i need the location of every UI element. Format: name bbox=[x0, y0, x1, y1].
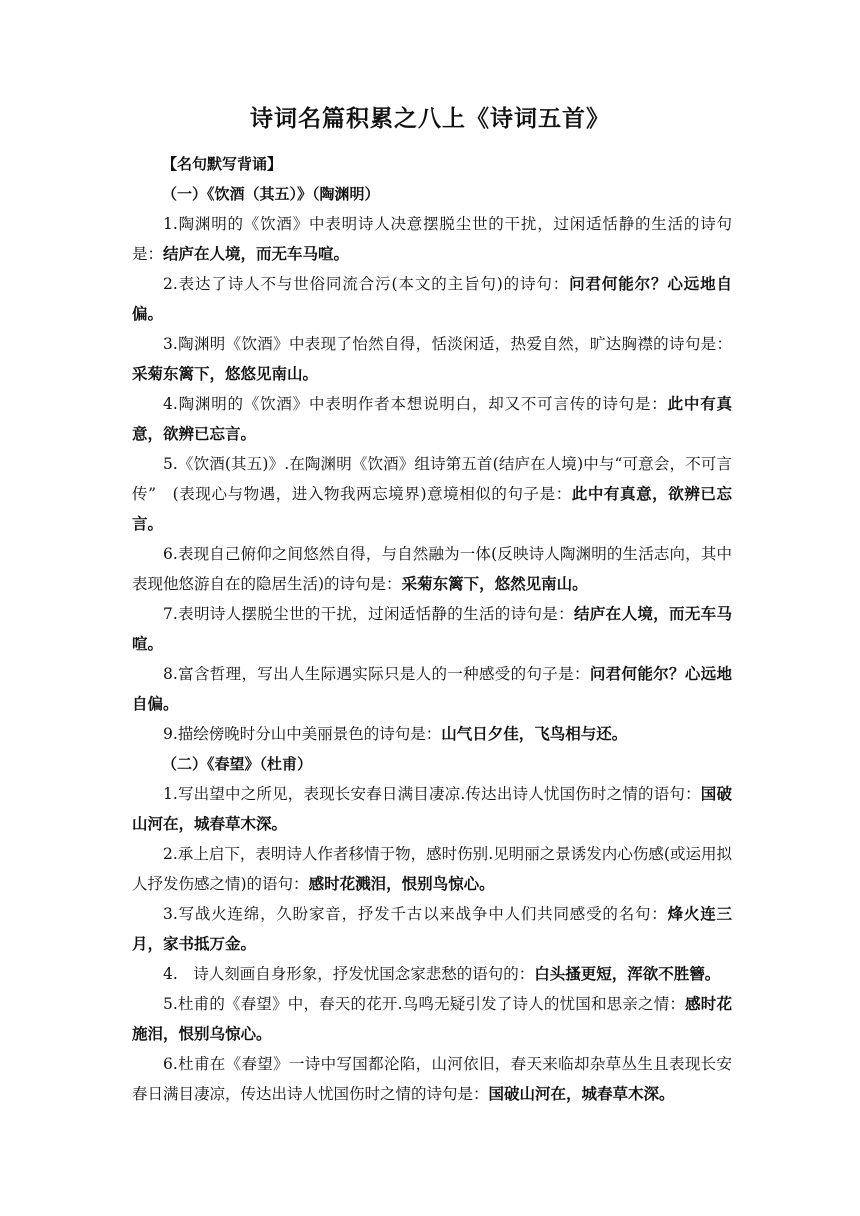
list-item bbox=[132, 449, 732, 539]
question-text: 5.杜甫的《春望》中，春天的花开.鸟鸣无疑引发了诗人的忧国和思亲之情： bbox=[163, 995, 686, 1013]
answer-text: 此中有真意，欲辨已忘言。 bbox=[132, 485, 732, 533]
question-text: 2.表达了诗人不与世俗同流合污(本文的主旨句)的诗句： bbox=[163, 275, 570, 293]
question-text: 3.写战火连绵，久盼家音，抒发千古以来战争中人们共同感受的名句： bbox=[163, 905, 668, 923]
list-item bbox=[132, 719, 732, 749]
list-item bbox=[132, 209, 732, 269]
question-text: 6.杜甫在《春望》一诗中写国都沦陷，山河依旧，春天来临却杂草丛生且表现长安春日满目凄凉，传达出诗人忧国伤时之情的诗句是： bbox=[132, 1055, 732, 1103]
group-heading: （二）《春望》（杜甫） bbox=[162, 755, 313, 773]
answer-text: 烽火连三月，家书抵万金。 bbox=[132, 905, 732, 953]
answer-text: 国破山河在，城春草木深。 bbox=[132, 785, 732, 833]
answer-text: 感时花施泪，恨别乌惊心。 bbox=[132, 995, 732, 1043]
answer-text: 此中有真意，欲辨已忘言。 bbox=[132, 395, 732, 443]
answer-text: 结庐在人境，而无车马喧。 bbox=[163, 245, 350, 263]
question-text: 5.《饮酒(其五)》.在陶渊明《饮酒》组诗第五首(结庐在人境)中与“可意会，不可言传” (表现心与物遇，进入物我两忘境界)意境相似的句子是： bbox=[132, 455, 732, 503]
question-text: 1.陶渊明的《饮酒》中表明诗人决意摆脱尘世的干扰，过闲适恬静的生活的诗句是： bbox=[132, 215, 732, 263]
answer-text: 采菊东篱下，悠然见南山。 bbox=[401, 575, 588, 593]
list-item bbox=[132, 989, 732, 1049]
answer-text: 国破山河在，城春草木深。 bbox=[488, 1085, 675, 1103]
answer-text: 问君何能尔？心远地自偏。 bbox=[132, 275, 732, 323]
answer-text: 采菊东篱下，悠悠见南山。 bbox=[132, 365, 319, 383]
section-label: 【名句默写背诵】 bbox=[162, 155, 283, 173]
answer-text: 山气日夕佳，飞鸟相与还。 bbox=[441, 725, 628, 743]
list-item bbox=[132, 779, 732, 839]
list-item bbox=[132, 539, 732, 599]
question-text: 1.写出望中之所见，表现长安春日满目凄凉.传达出诗人忧国伤时之情的语句： bbox=[163, 785, 701, 803]
answer-text: 感时花溅泪，恨别鸟惊心。 bbox=[308, 875, 495, 893]
answer-text: 结庐在人境，而无车马喧。 bbox=[132, 605, 732, 653]
list-item bbox=[132, 269, 732, 329]
list-item bbox=[132, 599, 732, 659]
list-item bbox=[132, 899, 732, 959]
list-item bbox=[132, 1049, 732, 1109]
question-text: 6.表现自己俯仰之间悠然自得，与自然融为一体(反映诗人陶渊明的生活志向，其中表现他悠游自在的隐居生活)的诗句是： bbox=[132, 545, 732, 593]
list-item bbox=[132, 839, 732, 899]
question-text: 4.陶渊明的《饮酒》中表明作者本想说明白，却又不可言传的诗句是： bbox=[163, 395, 668, 413]
document-body bbox=[132, 149, 732, 1109]
list-item bbox=[132, 959, 732, 989]
list-item bbox=[132, 329, 732, 389]
question-text: 2.承上启下，表明诗人作者移情于物，感时伤别.见明丽之景诱发内心伤感(或运用拟人抒发伤感之情)的语句： bbox=[132, 845, 732, 893]
list-item bbox=[132, 389, 732, 449]
question-text: 8.富含哲理，写出人生际遇实际只是人的一种感受的句子是： bbox=[163, 665, 590, 683]
question-text: 7.表明诗人摆脱尘世的干扰，过闲适恬静的生活的诗句是： bbox=[163, 605, 574, 623]
answer-text: 问君何能尔？心远地自偏。 bbox=[132, 665, 732, 713]
question-text: 4. 诗人刻画自身形象，抒发忧国念家悲愁的语句的： bbox=[163, 965, 535, 983]
group-heading: （一）《饮酒（其五）》（陶渊明） bbox=[162, 185, 380, 203]
page-title: 诗词名篇积累之八上《诗词五首》 bbox=[250, 106, 610, 132]
question-text: 3.陶渊明《饮酒》中表现了怡然自得，恬淡闲适，热爱自然，旷达胸襟的诗句是： bbox=[163, 335, 732, 353]
list-item bbox=[132, 659, 732, 719]
answer-text: 白头搔更短，浑欲不胜簪。 bbox=[534, 965, 721, 983]
question-text: 9.描绘傍晚时分山中美丽景色的诗句是： bbox=[163, 725, 442, 743]
